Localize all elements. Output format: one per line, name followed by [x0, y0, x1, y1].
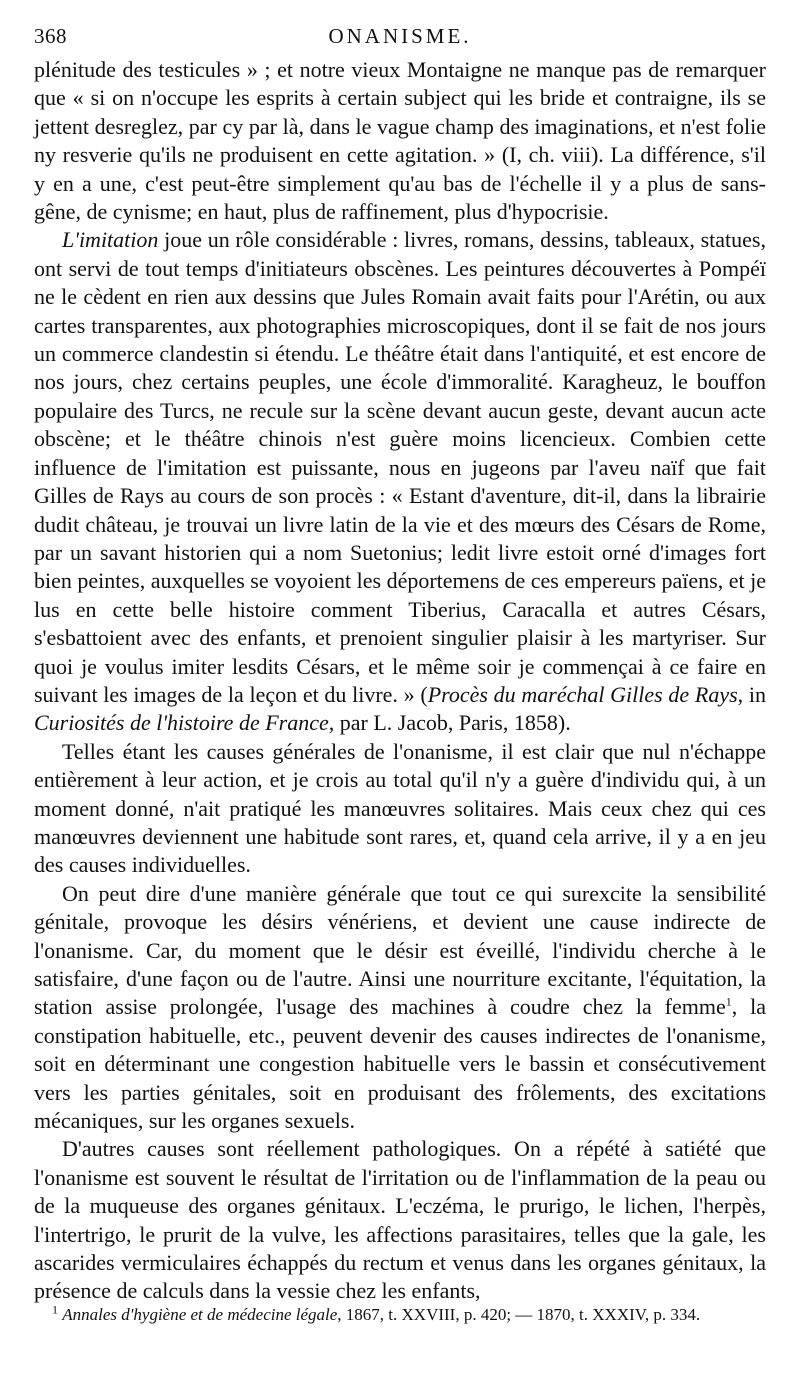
- footnote: [34, 1302, 766, 1327]
- paragraph: [34, 56, 766, 226]
- footnote-marker: 1: [52, 1302, 58, 1317]
- paragraph: [34, 1135, 766, 1305]
- italic-text: Curiosités de l'histoire de France: [34, 710, 329, 736]
- paragraph: [34, 738, 766, 880]
- text-run: , la constipation habituelle, etc., peuvent devenir des causes indirectes de l'onanisme, soit en déterminant une congestion habituelle vers le bassin et consécutivement vers les parties génitales, soit en produisant des frôlements, des excitations mécaniques, sur les organes sexuels.: [34, 994, 766, 1134]
- text-run: joue un rôle considérable : livres, romans, dessins, tableaux, statues, ont servi de tout temps d'initiateurs obscènes. Les peintures découvertes à Pompéï ne le cèdent en rien aux dessins que Jules Romain avait faits pour l'Arétin, ou aux cartes transparentes, aux photographies microscopiques, dont il se fait de nos jours un commerce clandestin si étendu. Le théâtre était dans l'antiquité, et est encore de nos jours, chez certains peuples, une école d'immoralité. Karagheuz, le bouffon populaire des Turcs, ne recule sur la scène devant aucun geste, devant aucun acte obscène; et le théâtre chinois n'est guère moins licencieux. Combien cette influence de l'imitation est puissante, nous en jugeons par l'aveu naïf que fait Gilles de Rays au cours de son procès : « Estant d'aventure, dit-il, dans la librairie dudit château, je trouvai un livre latin de la vie et des mœurs des Césars de Rome, par un savant historien qui a nom Suetonius; ledit livre estoit orné d'images fort bien peintes, auxquelles se voyoient les déportemens de ces empereurs païens, et je lus en cette belle histoire comment Tiberius, Caracalla et autres Césars, s'esbattoient avec des enfants, et prenoient singulier plaisir à les martyriser. Sur quoi je voulus imiter lesdits Césars, et le même soir je commençai à ce faire en suivant les images de la leçon et du livre. » (: [34, 227, 766, 707]
- page-header: [34, 10, 766, 56]
- paragraph: [34, 880, 766, 1136]
- body-text: [34, 56, 766, 1306]
- italic-text: Annales d'hygiène et de médecine légale: [62, 1305, 338, 1324]
- text-run: , in: [737, 681, 766, 707]
- text-run: , 1867, t. XXVIII, p. 420; — 1870, t. XXXIV, p. 334.: [337, 1305, 701, 1324]
- running-title: ONANISME.: [328, 24, 472, 48]
- footnote-marker: 1: [725, 995, 732, 1010]
- text-run: On peut dire d'une manière générale que tout ce qui surexcite la sensibilité génitale, provoque les désirs vénériens, et devient une cause indirecte de l'onanisme. Car, du moment que le désir est éveillé, l'individu cherche à le satisfaire, d'une façon ou de l'autre. Ainsi une nourriture excitante, l'équitation, la station assise prolongée, l'usage des machines à coudre chez la femme: [34, 880, 766, 1020]
- text-run: Telles étant les causes générales de l'onanisme, il est clair que nul n'échappe entièrement à leur action, et je crois au total qu'il n'y a guère d'individu qui, à un moment donné, n'ait pratiqué les manœuvres solitaires. Mais ceux chez qui ces manœuvres deviennent une habitude sont rares, et, quand cela arrive, il y a en jeu des causes individuelles.: [34, 738, 766, 878]
- italic-text: Procès du maréchal Gilles de Rays: [427, 681, 738, 707]
- page-number: 368: [34, 24, 67, 48]
- text-run: , par L. Jacob, Paris, 1858).: [328, 710, 571, 736]
- italic-text: L'imitation: [62, 227, 159, 253]
- footnotes: [34, 1302, 766, 1327]
- text-run: plénitude des testicules » ; et notre vieux Montaigne ne manque pas de remarquer que « si on n'occupe les esprits à certain subject qui les bride et contraigne, ils se jettent desreglez, par cy par là, dans le vague champ des imaginations, et n'est folie ny resverie qu'ils ne produisent en cette agitation. » (I, ch. viii). La différence, s'il y en a une, c'est peut-être simplement qu'au bas de l'échelle il y a plus de sans-gêne, de cynisme; en haut, plus de raffinement, plus d'hypocrisie.: [34, 57, 766, 225]
- text-run: D'autres causes sont réellement pathologiques. On a répété à satiété que l'onanisme est souvent le résultat de l'irritation ou de l'inflammation de la peau ou de la muqueuse des organes génitaux. L'eczéma, le prurigo, le lichen, l'herpès, l'intertrigo, le prurit de la vulve, les affections parasitaires, telles que la gale, les ascarides vermiculaires échappés du rectum et venus dans les organes génitaux, la présence de calculs dans la vessie chez les enfants,: [34, 1136, 766, 1304]
- paragraph: [34, 226, 766, 737]
